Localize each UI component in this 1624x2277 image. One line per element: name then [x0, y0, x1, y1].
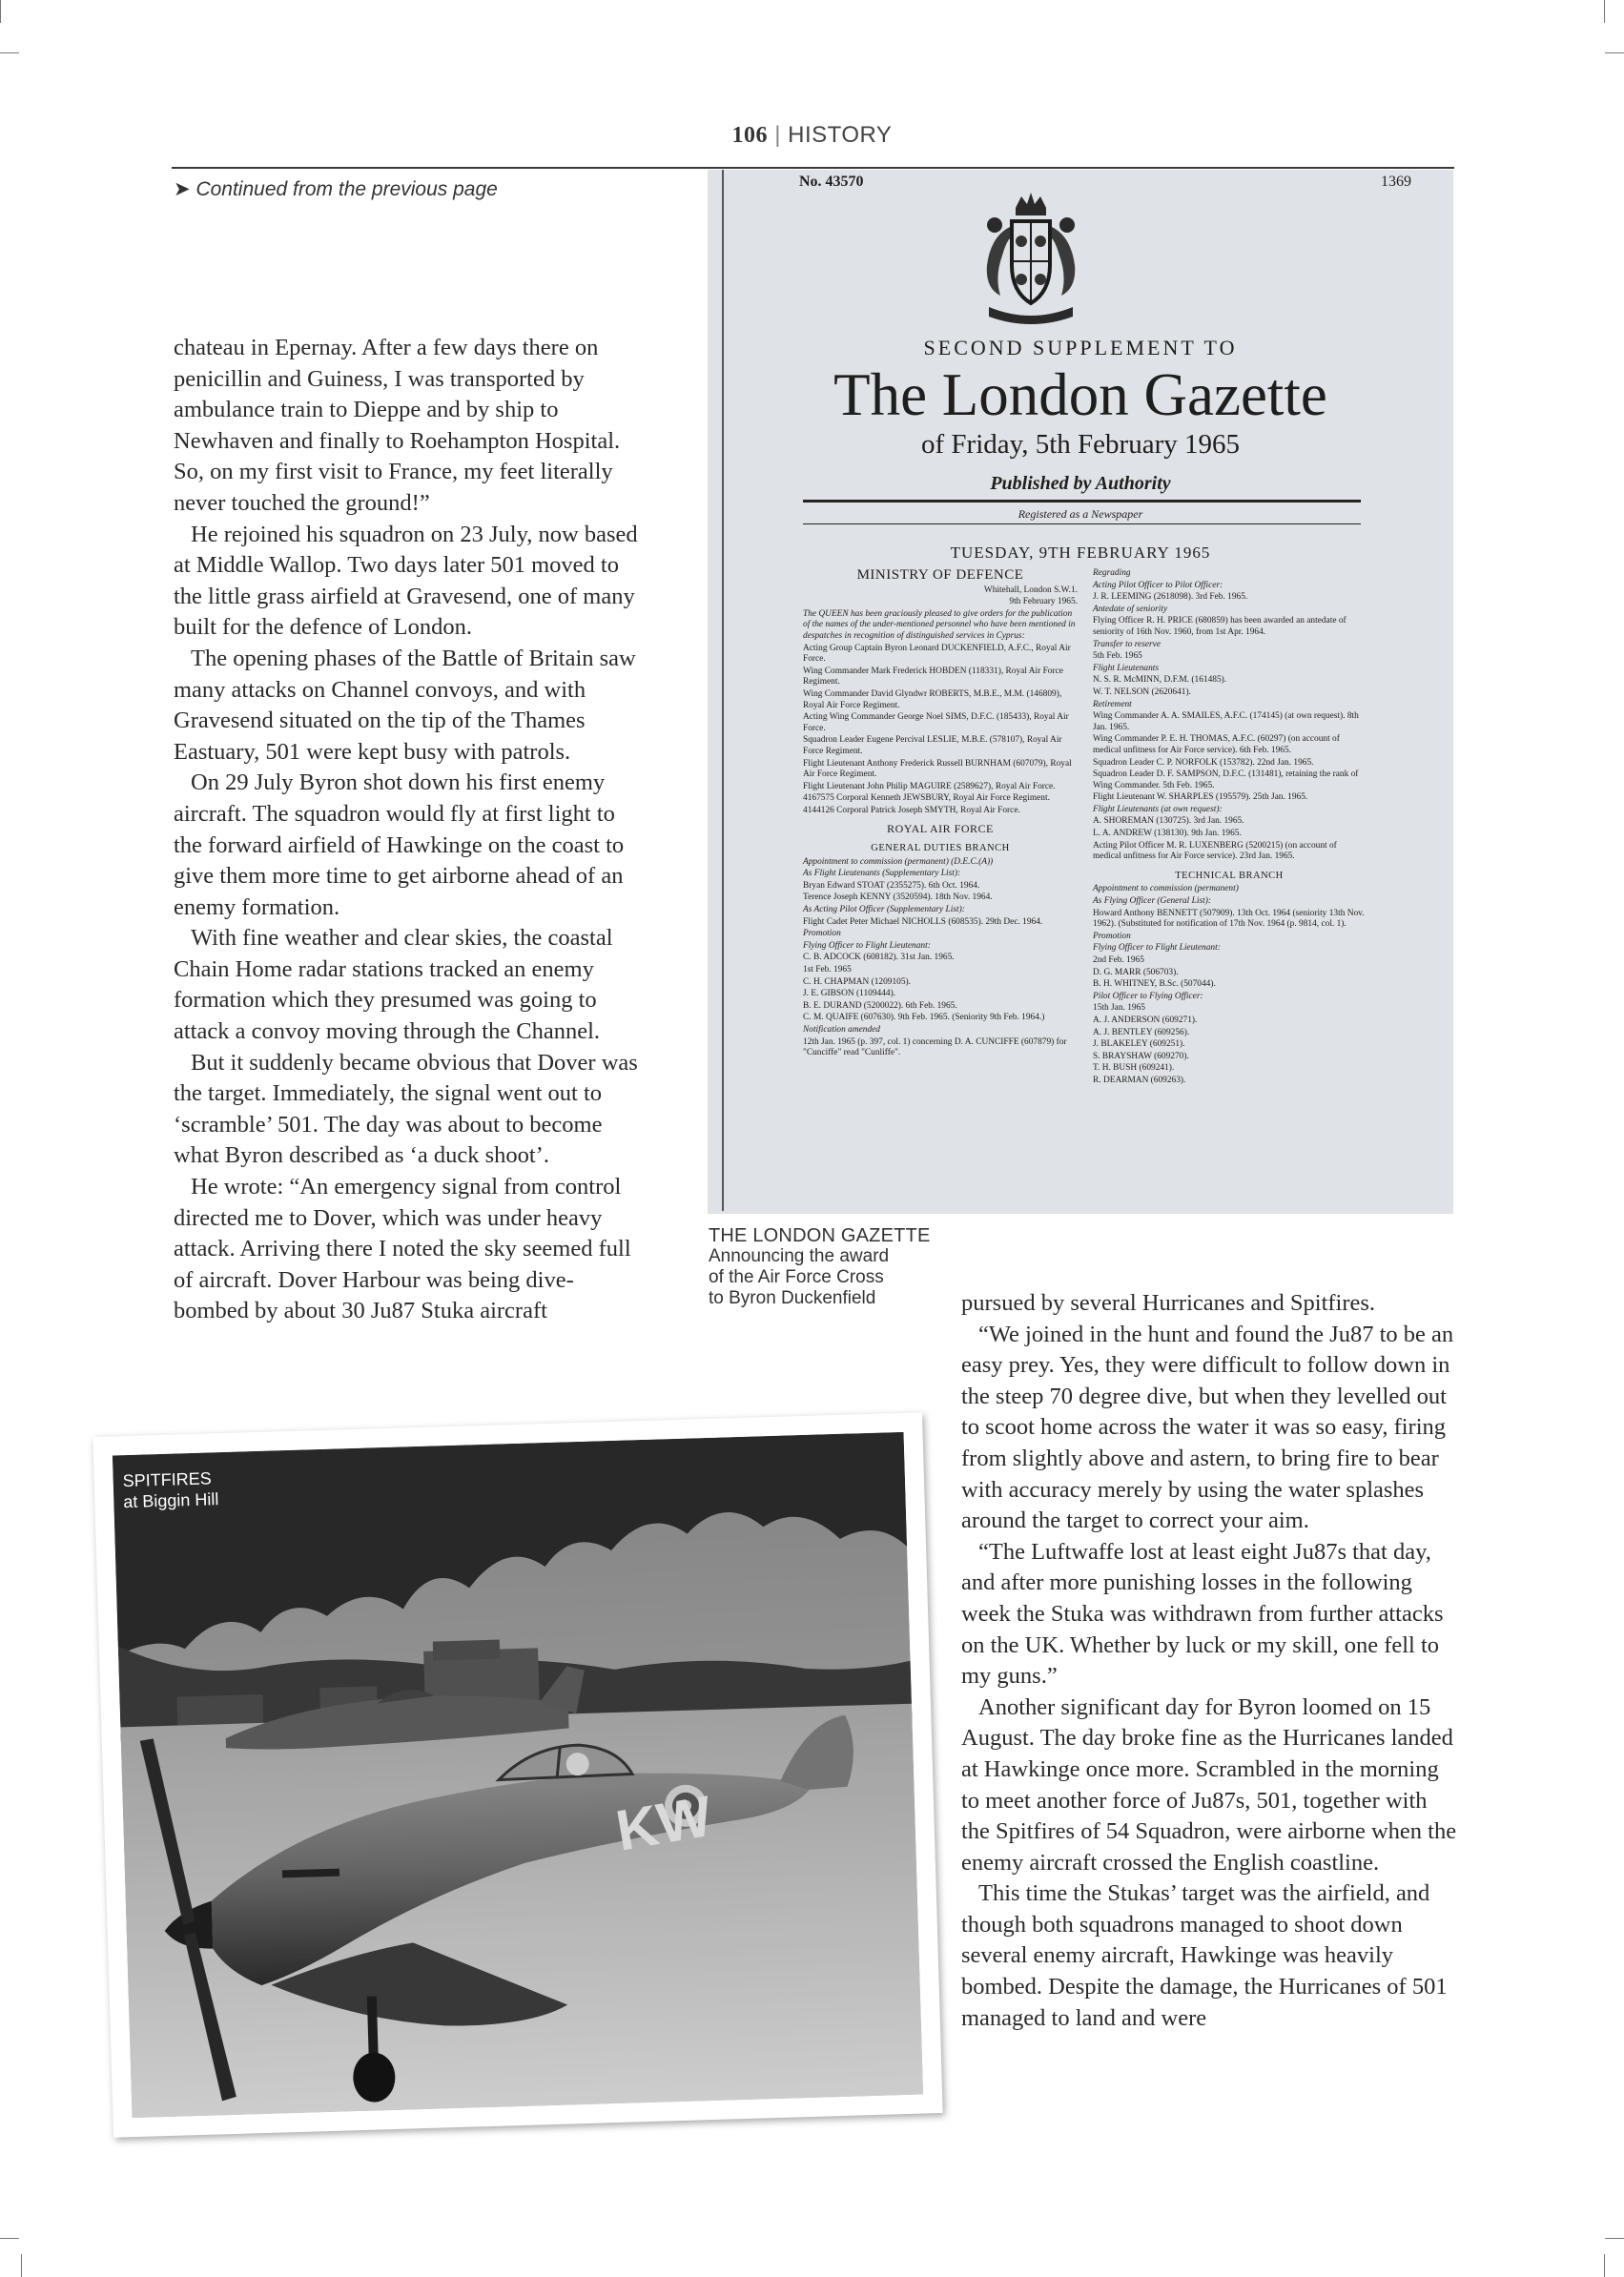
crop-mark: [0, 2238, 19, 2239]
gazette-text: As Acting Pilot Officer (Supplementary List):: [803, 905, 965, 915]
gazette-text: Flying Officer to Flight Lieutenant:: [1093, 943, 1221, 954]
gazette-text: Notification amended: [803, 1024, 880, 1035]
paragraph: But it suddenly became obvious that Dover was the target. Immediately, the signal went out to ‘scramble’ 501. The day was about to become what Byron described as ‘a duck shoot’.: [174, 1049, 638, 1169]
gazette-text: Appointment to commission (permanent): [1093, 884, 1239, 894]
paragraph: “The Luftwaffe lost at least eight Ju87s that day, and after more punishing losses in the following week the Stuka was withdrawn from further attacks on the UK. Whether by luck or my skill, one fell to my guns.”: [961, 1538, 1444, 1690]
continued-text: Continued from the previous page: [195, 178, 498, 200]
gazette-text: 1st Feb. 1965: [803, 965, 852, 974]
paragraph: With fine weather and clear skies, the coastal Chain Home radar stations tracked an enemy formation which they presumed was going to attack a convoy moving through the Channel.: [174, 925, 613, 1045]
gazette-text: Flight Cadet Peter Michael NICHOLLS (608535). 29th Dec. 1964.: [803, 916, 1043, 927]
page-number: 106: [731, 123, 769, 148]
gazette-text: C. B. ADCOCK (608182). 31st Jan. 1965.: [803, 953, 955, 963]
gazette-text: Flight Lieutenant Anthony Frederick Russell BURNHAM (607079), Royal Air Force Regiment.: [803, 758, 1072, 780]
gazette-text: N. S. R. McMINN, D.F.M. (161485).: [1093, 675, 1227, 686]
paragraph: He wrote: “An emergency signal from control directed me to Dover, which was under heavy attack. Arriving there I noted the sky seemed full of aircraft. Dover Harbour was being dive-bombed by about 30 Ju87 Stuka aircraft: [174, 1174, 631, 1324]
gazette-column-right: [1093, 568, 1366, 1088]
article-column-right: [961, 1288, 1457, 2034]
gazette-margin-bar: [722, 170, 724, 1211]
gazette-text: Appointment to commission (permanent) (D.E.C.(A)): [803, 856, 994, 867]
gazette-text: Regrading: [1093, 568, 1131, 578]
gazette-text: Retirement: [1093, 699, 1132, 709]
paragraph: chateau in Epernay. After a few days there on penicillin and Guiness, I was transported by ambulance train to Dieppe and by ship to Newhaven and finally to Roehampton Hospital. So, on my first visit to France, my feet literally never touched the ground!”: [174, 335, 621, 516]
crop-mark: [21, 2254, 22, 2277]
gazette-text: L. A. ANDREW (138130). 9th Jan. 1965.: [1093, 829, 1242, 839]
gazette-text: As Flight Lieutenants (Supplementary List):: [803, 869, 961, 879]
gazette-clipping: [708, 170, 1453, 1214]
gazette-text: B. E. DURAND (5200022). 6th Feb. 1965.: [803, 1000, 957, 1011]
gazette-text: Wing Commander Mark Frederick HOBDEN (118331), Royal Air Force Regiment.: [803, 666, 1063, 687]
gazette-text: 12th Jan. 1965 (p. 397, col. 1) concerning D. A. CUNCIFFE (607879) for "Cunciffe" read "Cunliffe".: [803, 1036, 1067, 1058]
gazette-text: Pilot Officer to Flying Officer:: [1093, 991, 1203, 1001]
gazette-text: Flight Lieutenants: [1093, 663, 1160, 673]
gazette-heading: TECHNICAL BRANCH: [1175, 870, 1284, 881]
gazette-title: The London Gazette: [833, 361, 1327, 428]
gazette-heading: ROYAL AIR FORCE: [887, 822, 994, 836]
paragraph: This time the Stukas’ target was the airfield, and though both squadrons managed to shoot down several enemy aircraft, Hawkinge was heavily bombed. Despite the damage, the Hurricanes of 501 managed to land and were: [961, 1880, 1448, 2031]
gazette-registered: Registered as a Newspaper: [1018, 507, 1143, 521]
gazette-text: Whitehall, London S.W.1.: [983, 585, 1078, 595]
photo-caption-line: at Biggin Hill: [123, 1489, 219, 1512]
paragraph: “We joined in the hunt and found the Ju87 to be an easy prey. Yes, they were difficult to follow down in the steep 70 degree dive, but when they levelled out to scoot home across the water it was so easy, firing from slightly above and astern, to bring fire to bear with accuracy merely by using the water splashes around the target to correct your aim.: [961, 1321, 1454, 1534]
gazette-text: 4144126 Corporal Patrick Joseph SMYTH, Royal Air Force.: [803, 805, 1020, 815]
section-title: HISTORY: [788, 122, 893, 148]
gazette-text: Howard Anthony BENNETT (507909). 13th Oct. 1964 (seniority 13th Nov. 1962). (Substituted for notification of 17th Nov. 1964 (p. 9814, col. 1).: [1093, 908, 1365, 930]
gazette-text: 15th Jan. 1965: [1093, 1003, 1145, 1014]
gazette-text: Antedate of seniority: [1093, 604, 1168, 614]
gazette-text: Wing Commander P. E. H. THOMAS, A.F.C. (60297) (on account of medical unfitness for Air Force service). 6th Feb. 1965.: [1093, 734, 1340, 755]
caption-line: of the Air Force Cross: [709, 1267, 884, 1287]
article-column-left: [174, 333, 648, 1327]
gazette-text: Acting Pilot Officer to Pilot Officer:: [1093, 580, 1223, 590]
gazette-text: Acting Group Captain Byron Leonard DUCKENFIELD, A.F.C., Royal Air Force.: [803, 643, 1071, 665]
spitfire-photo-frame: [93, 1412, 942, 2137]
paragraph: The opening phases of the Battle of Britain saw many attacks on Channel convoys, and with Gravesend situated on the tip of the Thames Eastuary, 501 were kept busy with patrols.: [174, 645, 636, 765]
gazette-text: B. H. WHITNEY, B.Sc. (507044).: [1093, 979, 1216, 990]
gazette-text: Flight Lieutenant John Philip MAGUIRE (2589627), Royal Air Force.: [803, 781, 1056, 791]
gazette-text: As Flying Officer (General List):: [1093, 896, 1211, 907]
gazette-text: C. M. QUAIFE (607630). 9th Feb. 1965. (Seniority 9th Feb. 1964.): [803, 1013, 1045, 1023]
gazette-date-line: of Friday, 5th February 1965: [921, 429, 1240, 460]
gazette-column-left: [803, 568, 1078, 1060]
gazette-published: Published by Authority: [990, 473, 1171, 494]
gazette-page-number: 1369: [1381, 174, 1411, 190]
gazette-text: J. E. GIBSON (1109444).: [803, 989, 896, 999]
gazette-text: Terence Joseph KENNY (3520594). 18th Nov. 1964.: [803, 892, 993, 903]
gazette-heading: GENERAL DUTIES BRANCH: [871, 843, 1010, 854]
page-header: [0, 122, 1624, 149]
paragraph: pursued by several Hurricanes and Spitfires.: [961, 1290, 1376, 1316]
photo-caption-line: SPITFIRES: [122, 1468, 212, 1491]
gazette-issue-number: No. 43570: [799, 174, 864, 190]
photo-caption: [122, 1467, 218, 1512]
caption-line: to Byron Duckenfield: [709, 1288, 876, 1308]
royal-crest-icon: [974, 189, 1088, 332]
gazette-text: Acting Pilot Officer M. R. LUXENBERG (5200215) (on account of medical unfitness for Air Force service). 23rd Jan. 1965.: [1093, 840, 1337, 862]
gazette-text: D. G. MARR (506703).: [1093, 967, 1179, 977]
spitfire-photo: [113, 1432, 923, 2118]
crop-mark: [1604, 0, 1605, 23]
arrow-icon: ➤: [174, 178, 191, 200]
gazette-text: Flight Lieutenant W. SHARPLES (195579). 25th Jan. 1965.: [1093, 792, 1308, 803]
gazette-text: R. DEARMAN (609263).: [1093, 1075, 1186, 1085]
crop-mark: [1604, 2254, 1605, 2277]
gazette-text: Wing Commander A. A. SMAILES, A.F.C. (174145) (at own request). 8th Jan. 1965.: [1093, 711, 1359, 732]
gazette-text: Acting Wing Commander George Noel SIMS, D.F.C. (185433), Royal Air Force.: [803, 712, 1069, 733]
header-separator: |: [774, 122, 781, 148]
gazette-rule: [803, 523, 1361, 524]
gazette-text: Promotion: [1093, 931, 1131, 941]
caption-title: THE LONDON GAZETTE: [709, 1225, 931, 1246]
gazette-caption: [709, 1225, 947, 1309]
continued-note: [174, 177, 498, 201]
gazette-text: Squadron Leader D. F. SAMPSON, D.F.C. (131481), retaining the rank of Wing Commander. 5th Feb. 1965.: [1093, 769, 1359, 790]
aircraft-code: KW: [611, 1783, 717, 1863]
gazette-text: J. BLAKELEY (609251).: [1093, 1039, 1185, 1050]
gazette-issue-date: TUESDAY, 9TH FEBRUARY 1965: [950, 544, 1211, 562]
gazette-text: A. J. ANDERSON (609271).: [1093, 1015, 1198, 1025]
crop-mark: [1605, 2238, 1624, 2239]
gazette-text: Flying Officer to Flight Lieutenant:: [803, 940, 931, 951]
gazette-text: Wing Commander David Glyndwr ROBERTS, M.B.E., M.M. (146809), Royal Air Force Regiment.: [803, 688, 1062, 710]
gazette-text: 9th February 1965.: [1009, 597, 1078, 607]
paragraph: Another significant day for Byron loomed on 15 August. The day broke fine as the Hurricanes landed at Hawkinge once more. Scrambled in the morning to meet another force of Ju87s, 501, together with the Spitfires of 54 Squadron, were airborne when the enemy aircraft crossed the English coastline.: [961, 1693, 1457, 1876]
crop-mark: [0, 52, 19, 53]
gazette-text: T. H. BUSH (609241).: [1093, 1063, 1175, 1074]
gazette-text: Flight Lieutenants (at own request):: [1093, 804, 1223, 814]
gazette-text: J. R. LEEMING (2618098). 3rd Feb. 1965.: [1093, 592, 1248, 603]
crop-mark: [0, 0, 1, 23]
gazette-rule: [803, 500, 1361, 503]
gazette-text: C. H. CHAPMAN (1209105).: [803, 976, 912, 987]
gazette-text: 2nd Feb. 1965: [1093, 955, 1144, 965]
gazette-text: 5th Feb. 1965: [1093, 651, 1142, 662]
gazette-text: The QUEEN has been graciously pleased to give orders for the publication of the names of the under-mentioned personnel who have been mentioned in despatches in recognition of distinguished services in Cyprus:: [803, 608, 1076, 641]
paragraph: On 29 July Byron shot down his first enemy aircraft. The squadron would fly at first light to the forward airfield of Hawkinge on the coast to give them more time to get airborne ahead of an enemy formation.: [174, 769, 625, 920]
gazette-text: Transfer to reserve: [1093, 639, 1161, 649]
header-rule: [172, 167, 1454, 169]
gazette-text: Squadron Leader Eugene Percival LESLIE, M.B.E. (578107), Royal Air Force Regiment.: [803, 735, 1062, 756]
gazette-text: Flying Officer R. H. PRICE (680859) has been awarded an antedate of seniority of 16th Nov. 1960, from 1st Apr. 1964.: [1093, 616, 1346, 637]
paragraph: He rejoined his squadron on 23 July, now based at Middle Wallop. Two days later 501 moved to the little grass airfield at Gravesend, one of many built for the defence of London.: [174, 521, 638, 641]
gazette-text: A. SHOREMAN (130725). 3rd Jan. 1965.: [1093, 816, 1244, 827]
caption-line: Announcing the award: [709, 1246, 890, 1266]
gazette-text: S. BRAYSHAW (609270).: [1093, 1051, 1189, 1061]
gazette-text: Promotion: [803, 929, 841, 939]
gazette-text: 4167575 Corporal Kenneth JEWSBURY, Royal Air Force Regiment.: [803, 793, 1050, 804]
gazette-text: Bryan Edward STOAT (2355275). 6th Oct. 1964.: [803, 880, 980, 891]
gazette-text: A. J. BENTLEY (609256).: [1093, 1027, 1190, 1037]
gazette-heading: MINISTRY OF DEFENCE: [856, 567, 1024, 583]
gazette-supplement: SECOND SUPPLEMENT TO: [923, 336, 1238, 359]
crop-mark: [1605, 52, 1624, 53]
gazette-text: Squadron Leader C. P. NORFOLK (153782). 22nd Jan. 1965.: [1093, 757, 1314, 768]
gazette-text: W. T. NELSON (2620641).: [1093, 687, 1191, 697]
